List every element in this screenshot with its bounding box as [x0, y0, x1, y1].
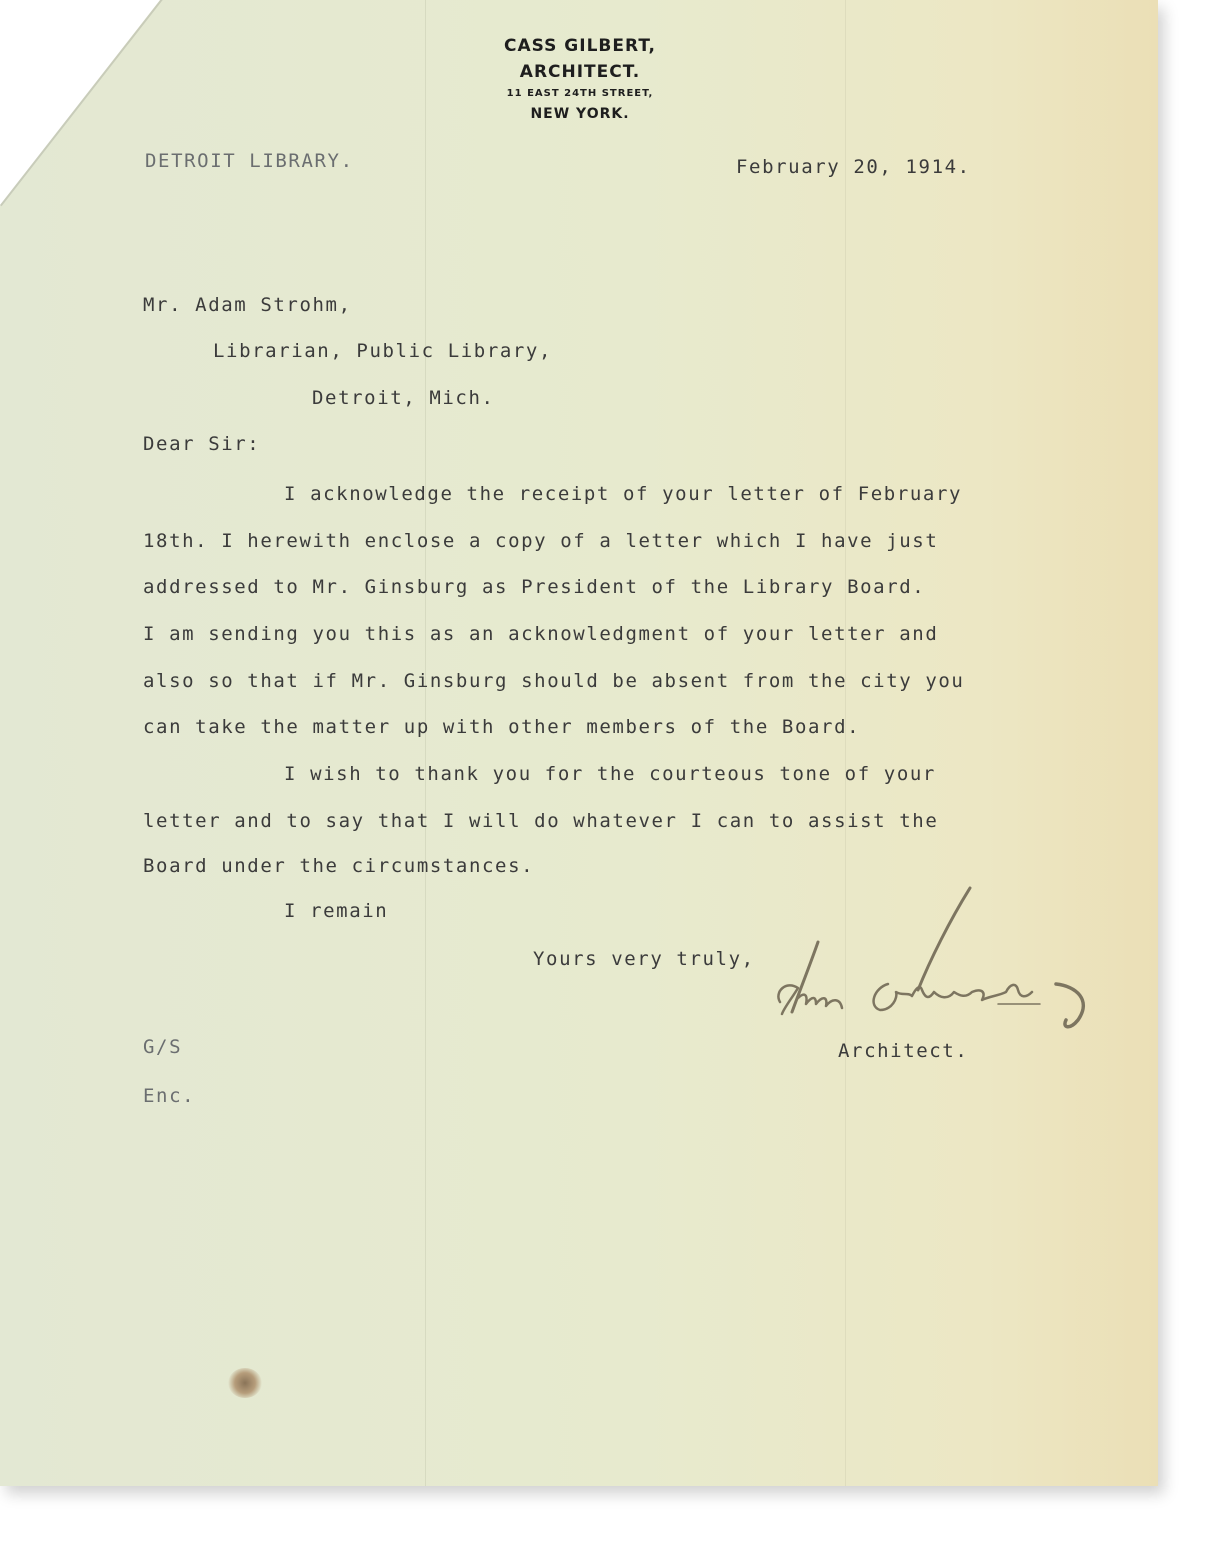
enclosure-note: Enc. — [143, 1085, 196, 1107]
subject-line: DETROIT LIBRARY. — [145, 150, 354, 172]
paper-stain — [228, 1368, 262, 1398]
salutation: Dear Sir: — [143, 433, 261, 455]
body-line: Board under the circumstances. — [143, 855, 535, 877]
letterhead-city: NEW YORK. — [530, 106, 630, 122]
letterhead-street: 11 EAST 24TH STREET, — [506, 88, 654, 99]
letterhead-name: CASS GILBERT, — [504, 36, 656, 56]
body-line: I acknowledge the receipt of your letter of February — [284, 483, 963, 505]
body-line: can take the matter up with other members of the Board. — [143, 716, 861, 738]
typist-initials: G/S — [143, 1036, 183, 1058]
recipient-position: Librarian, Public Library, — [213, 340, 553, 362]
paper-fold-line-right — [845, 0, 846, 1486]
recipient-city: Detroit, Mich. — [312, 387, 495, 409]
signer-title: Architect. — [838, 1040, 969, 1062]
remain-line: I remain — [284, 900, 389, 922]
recipient-name: Mr. Adam Strohm, — [143, 294, 352, 316]
letter-date: February 20, 1914. — [736, 156, 971, 178]
body-line: letter and to say that I will do whatever I can to assist the — [143, 810, 939, 832]
paper-fold-line — [425, 0, 426, 1486]
body-line: I am sending you this as an acknowledgment of your letter and — [143, 623, 939, 645]
body-line: 18th. I herewith enclose a copy of a letter which I have just — [143, 530, 939, 552]
body-line: addressed to Mr. Ginsburg as President of the Library Board. — [143, 576, 926, 598]
closing: Yours very truly, — [533, 948, 755, 970]
letterhead — [440, 38, 720, 121]
handwritten-signature — [770, 880, 1110, 1040]
letterhead-title: ARCHITECT. — [519, 62, 641, 82]
body-line: also so that if Mr. Ginsburg should be absent from the city you — [143, 670, 965, 692]
body-line: I wish to thank you for the courteous tone of your — [284, 763, 936, 785]
